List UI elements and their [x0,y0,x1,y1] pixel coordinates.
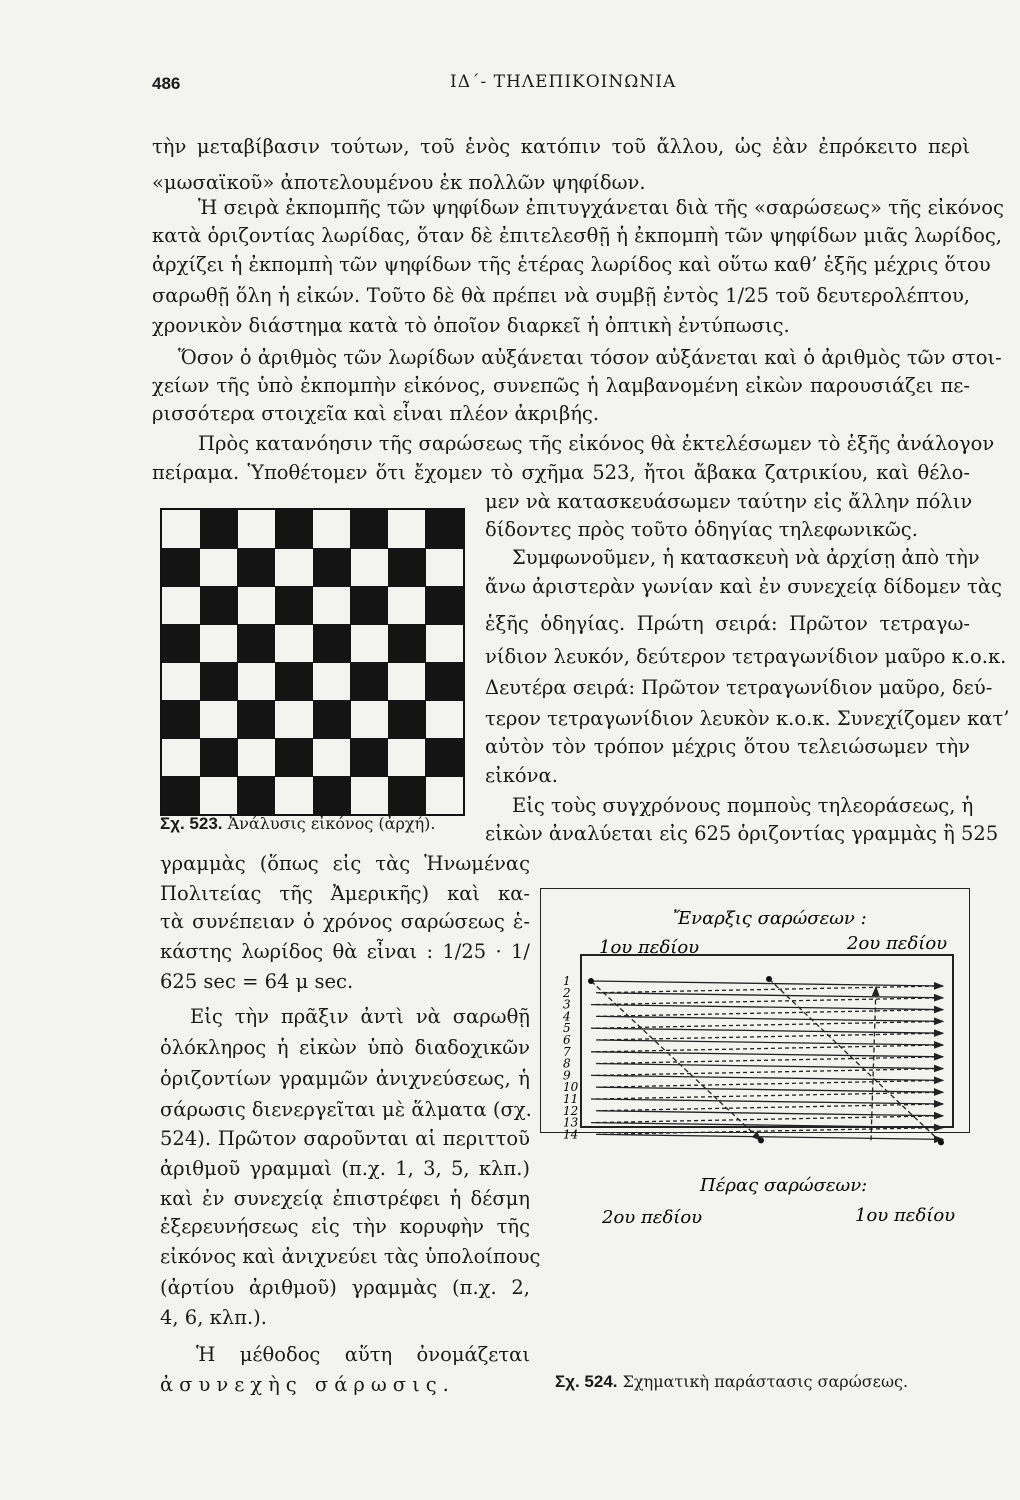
scanning-diagram-lower-labels [540,1133,970,1283]
text-line: 524). Πρῶτον σαροῦνται αἱ περιττοῦ [160,1127,530,1150]
text-line: ρισσότερα στοιχεῖα καὶ εἶναι πλέον ἀκριβής. [152,402,600,425]
chess-square [237,738,275,777]
line-number-label: 7 [563,1044,571,1059]
chess-square [237,776,275,815]
chess-square [425,624,463,663]
chess-square [275,700,313,739]
scan-line [591,1075,943,1080]
chess-square [162,776,200,815]
chess-square [388,624,426,663]
chess-square [313,548,351,587]
scan-endpoint-dot [588,978,594,984]
text-line: «μωσαϊκοῦ» ἀποτελουμένου ἐκ πολλῶν ψηφίδων. [152,171,646,194]
field1-diagonal-retrace [591,981,761,1140]
scan-line [599,1111,943,1116]
figure-524-caption [555,1372,908,1392]
chessboard-figure [160,508,465,816]
scan-line [599,1087,943,1092]
chess-square [275,548,313,587]
text-line: ἑξῆς ὁδηγίας. Πρώτη σειρά: Πρῶτον τετραγω- [485,612,970,635]
chess-square [313,700,351,739]
chess-square [275,738,313,777]
chess-square [162,548,200,587]
chess-square [388,510,426,549]
horizontal-retrace [595,1069,943,1076]
line-number-label: 6 [563,1033,571,1047]
line-number-label: 12 [563,1103,579,1118]
text-line: Πολιτείας τῆς Ἀμερικῆς) καὶ κα- [160,882,530,905]
text-line: αὐτὸν τὸν τρόπον μέχρις ὅτου τελειώσωμεν τὴν [485,735,970,758]
chess-square [275,624,313,663]
line-number-label: 5 [563,1021,571,1036]
chess-square [425,510,463,549]
text-line: γραμμὰς (ὅπως εἰς τὰς Ἡνωμένας [160,852,530,875]
text-line: νίδιον λευκόν, δεύτερον τετραγωνίδιον μαῦρο κ.ο.κ. [485,645,1007,668]
horizontal-retrace [595,1045,943,1052]
field1-bottom-label: 1ου πεδίου [855,1205,956,1226]
scan-line [591,981,943,986]
chess-square [425,662,463,701]
chess-square [200,624,238,663]
text-line: Πρὸς κατανόησιν τῆς σαρώσεως τῆς εἰκόνος θὰ ἐκτελέσωμεν τὸ ἑξῆς ἀνάλογον [198,432,995,455]
text-line: πείραμα. Ὑποθέτομεν ὅτι ἔχομεν τὸ σχῆμα 523, ἤτοι ἄβακα ζατρικίου, καὶ θέλο- [152,461,970,484]
chess-square [350,586,388,625]
text-line: Συμφωνοῦμεν, ἡ κατασκευὴ νὰ ἀρχίσῃ ἀπὸ τὴν [512,546,980,569]
chess-square [313,662,351,701]
chess-square [350,738,388,777]
horizontal-retrace [595,1057,943,1064]
chess-square [237,700,275,739]
text-line: σάρωσις διενεργεῖται μὲ ἅλματα (σχ. [160,1098,532,1121]
line-number-label: 13 [563,1115,579,1130]
text-line: τὰ συνέπειαν ὁ χρόνος σαρώσεως ἑ- [160,910,530,933]
chess-square [350,700,388,739]
chess-square [350,624,388,663]
scan-line [599,1016,943,1021]
chess-square [237,662,275,701]
chess-square [200,776,238,815]
text-line: εἰκόνα. [485,764,558,787]
text-line: ἀσυνεχὴς σάρωσις. [160,1373,455,1396]
chess-square [313,624,351,663]
line-number-label: 9 [563,1068,571,1083]
text-line: Εἰς τὴν πρᾶξιν ἀντὶ νὰ σαρωθῇ [190,1005,530,1028]
text-line: κάστης λωρίδος θὰ εἶναι : 1/25 · 1/ [160,940,530,963]
chess-square [200,548,238,587]
chess-square [162,662,200,701]
text-line: Εἰς τοὺς συγχρόνους πομποὺς τηλεοράσεως, ἡ [512,794,974,817]
horizontal-retrace [595,998,943,1005]
chess-square [425,738,463,777]
text-line: κατὰ ὁριζοντίας λωρίδας, ὅταν δὲ ἐπιτελεσθῇ ἡ ἐκπομπὴ τῶν ψηφίδων μιᾶς λωρίδος, [152,224,1002,247]
chess-square [425,776,463,815]
chess-square [388,776,426,815]
text-line: τερον τετραγωνίδιον λευκὸν κ.ο.κ. Συνεχίζομεν κατ’ [485,707,1010,730]
text-line: δίδοντες πρὸς τοῦτο ὁδηγίας τηλεφωνικῶς. [485,518,918,541]
chess-square [388,548,426,587]
chess-square [200,510,238,549]
line-number-label: 4 [563,1009,571,1024]
chess-square [162,700,200,739]
scanning-diagram-svg [541,889,971,1142]
line-number-label: 8 [563,1056,571,1071]
scan-line [591,1099,943,1104]
chess-square [200,738,238,777]
figure-523-label: Σχ. 523. [160,814,223,833]
text-line: σαρωθῇ ὅλη ἡ εἰκών. Τοῦτο δὲ θὰ πρέπει νὰ συμβῇ ἐντὸς 1/25 τοῦ δευτερολέπτου, [152,284,970,307]
horizontal-retrace [595,1021,943,1028]
figure-524-label: Σχ. 524. [555,1372,618,1391]
text-line: τὴν μεταβίβασιν τούτων, τοῦ ἑνὸς κατόπιν τοῦ ἄλλου, ὡς ἐὰν ἐπρόκειτο περὶ [152,135,970,158]
field2-top-label: 2ου πεδίου [847,933,948,954]
figure-523-caption [160,814,435,834]
chess-square [388,586,426,625]
horizontal-retrace [595,1080,943,1087]
chess-square [275,510,313,549]
chess-square [162,586,200,625]
chess-square [162,510,200,549]
scan-line [599,1040,943,1045]
text-line: χείων τῆς ὑπὸ ἐκπομπὴν εἰκόνος, συνεπῶς ἡ λαμβανομένη εἰκὼν παρουσιάζει πε- [152,374,970,397]
page-number: 486 [152,74,181,93]
line-numbers [562,974,579,1141]
chess-square [200,662,238,701]
text-line: Δευτέρα σειρά: Πρῶτον τετραγωνίδιον μαῦρο, δεύ- [485,676,993,699]
horizontal-retrace [595,986,943,993]
chess-square [350,776,388,815]
text-line: ἐξερευνήσεως εἰς τὴν κορυφὴν τῆς [160,1215,530,1238]
line-number-label: 10 [563,1080,579,1095]
chess-square [425,548,463,587]
chess-square [162,738,200,777]
text-line: ἄνω ἀριστερὰν γωνίαν καὶ ἐν συνεχείᾳ δίδομεν τὰς [485,575,1002,598]
retrace-lines [588,976,944,1145]
scan-line [591,1052,943,1057]
line-number-label: 11 [563,1092,579,1106]
horizontal-retrace [595,1010,943,1017]
scan-line [599,993,943,998]
text-line: εἰκὼν ἀναλύεται εἰς 625 ὁριζοντίας γραμμὰς ἢ 525 [485,822,999,845]
chess-square [313,738,351,777]
text-line: Ἡ μέθοδος αὕτη ὀνομάζεται [196,1343,530,1366]
chess-square [275,586,313,625]
line-number-label: 2 [563,985,571,1000]
line-number-label: 3 [563,997,571,1012]
text-line: ἀρχίζει ἡ ἐκπομπὴ τῶν ψηφίδων τῆς ἑτέρας λωρίδος καὶ οὕτω καθ’ ἑξῆς μέχρις ὅτου [152,253,991,276]
text-line: (ἀρτίου ἀριθμοῦ) γραμμὰς (π.χ. 2, [160,1276,530,1299]
chess-square [275,662,313,701]
text-line: ὁριζοντίων γραμμῶν ἀνιχνεύσεως, ἡ [160,1067,530,1090]
chess-square [200,700,238,739]
chess-square [313,776,351,815]
text-line: 625 sec = 64 μ sec. [160,970,354,993]
chess-square [388,700,426,739]
chess-square [388,738,426,777]
scanning-diagram [540,888,970,1142]
scan-end-title: Πέρας σαρώσεων: [700,1175,868,1196]
scan-start-title: Ἔναρξις σαρώσεων : [673,908,867,929]
chess-square [200,586,238,625]
chess-square [313,510,351,549]
text-line: καὶ ἐν συνεχείᾳ ἐπιστρέφει ἡ δέσμη [160,1187,530,1210]
chess-square [237,510,275,549]
text-line: εἰκόνος καὶ ἀνιχνεύει τὰς ὑπολοίπους [160,1245,541,1268]
field1-top-label: 1ου πεδίου [599,937,700,958]
line-number-label: 14 [563,1127,579,1142]
chess-square [350,510,388,549]
text-line: 4, 6, κλπ.). [160,1306,267,1329]
text-line: Ὅσον ὁ ἀριθμὸς τῶν λωρίδων αὐξάνεται τόσον αὐξάνεται καὶ ὁ ἀριθμὸς τῶν στοι- [178,346,1002,369]
text-line: ἀριθμοῦ γραμμαὶ (π.χ. 1, 3, 5, κλπ.) [160,1157,530,1180]
chess-square [313,586,351,625]
chess-square [350,548,388,587]
chess-square [350,662,388,701]
chess-square [162,624,200,663]
horizontal-retrace [595,1116,943,1123]
chess-square [388,662,426,701]
text-line: ὁλόκληρος ἡ εἰκὼν ὑπὸ διαδοχικῶν [160,1036,530,1059]
horizontal-retrace [595,1104,943,1111]
scan-line [599,1064,943,1069]
chess-square [425,700,463,739]
field2-diagonal-retrace [769,979,941,1142]
field2-bottom-label: 2ου πεδίου [602,1207,703,1228]
figure-523-caption-text: Ἀνάλυσις εἰκόνος (ἀρχή). [227,814,436,833]
figure-524-caption-text: Σχηματικὴ παράστασις σαρώσεως. [622,1372,909,1391]
line-number-label: 1 [563,974,571,988]
running-head: ΙΔ΄- ΤΗΛΕΠΙΚΟΙΝΩΝΙΑ [450,72,677,92]
text-line: μεν νὰ κατασκευάσωμεν ταύτην εἰς ἄλλην πόλιν [485,490,973,513]
chess-square [237,548,275,587]
scan-line [591,1005,943,1010]
chess-square [237,624,275,663]
scan-endpoint-dot [766,976,772,982]
chess-square [275,776,313,815]
text-line: χρονικὸν διάστημα κατὰ τὸ ὁποῖον διαρκεῖ ἡ ὀπτικὴ ἐντύπωσις. [152,314,790,337]
chess-square [237,586,275,625]
chess-square [425,586,463,625]
horizontal-retrace [595,1033,943,1040]
text-line: Ἡ σειρὰ ἐκπομπῆς τῶν ψηφίδων ἐπιτυγχάνεται διὰ τῆς «σαρώσεως» τῆς εἰκόνος [198,196,1004,219]
